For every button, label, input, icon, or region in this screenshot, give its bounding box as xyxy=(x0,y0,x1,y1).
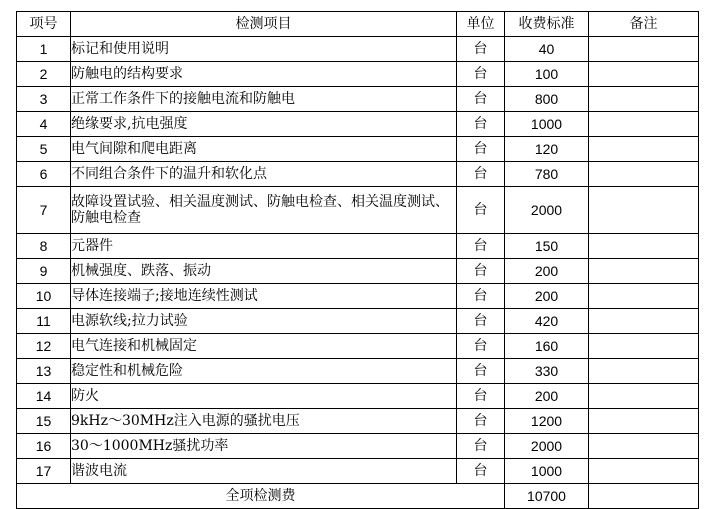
row-unit: 台 xyxy=(457,309,505,334)
row-unit: 台 xyxy=(457,434,505,459)
table-row xyxy=(17,162,699,187)
header-note: 备注 xyxy=(589,12,699,37)
row-number: 8 xyxy=(17,234,71,259)
row-item: 正常工作条件下的接触电流和防触电 xyxy=(71,87,457,112)
row-unit: 台 xyxy=(457,234,505,259)
row-note xyxy=(589,284,699,309)
row-number: 12 xyxy=(17,334,71,359)
row-note xyxy=(589,459,699,484)
row-unit: 台 xyxy=(457,112,505,137)
row-fee: 1200 xyxy=(505,409,589,434)
row-unit: 台 xyxy=(457,187,505,234)
row-unit: 台 xyxy=(457,359,505,384)
row-item: 导体连接端子;接地连续性测试 xyxy=(71,284,457,309)
table-row xyxy=(17,62,699,87)
table-row xyxy=(17,309,699,334)
table-row xyxy=(17,434,699,459)
row-unit: 台 xyxy=(457,87,505,112)
row-item: 元器件 xyxy=(71,234,457,259)
header-row xyxy=(17,12,699,37)
row-number: 9 xyxy=(17,259,71,284)
row-unit: 台 xyxy=(457,384,505,409)
row-number: 15 xyxy=(17,409,71,434)
row-fee: 800 xyxy=(505,87,589,112)
row-unit: 台 xyxy=(457,162,505,187)
row-note xyxy=(589,187,699,234)
row-unit: 台 xyxy=(457,409,505,434)
row-fee: 420 xyxy=(505,309,589,334)
row-fee: 1000 xyxy=(505,459,589,484)
total-label: 全项检测费 xyxy=(17,484,505,509)
row-number: 7 xyxy=(17,187,71,234)
table-row xyxy=(17,384,699,409)
header-unit: 单位 xyxy=(457,12,505,37)
header-item: 检测项目 xyxy=(71,12,457,37)
row-unit: 台 xyxy=(457,137,505,162)
row-fee: 1000 xyxy=(505,112,589,137)
row-item: 30～1000MHz骚扰功率 xyxy=(71,434,457,459)
row-note xyxy=(589,162,699,187)
row-unit: 台 xyxy=(457,459,505,484)
row-note xyxy=(589,87,699,112)
row-number: 4 xyxy=(17,112,71,137)
table-row xyxy=(17,87,699,112)
row-item: 故障设置试验、相关温度测试、防触电检查、相关温度测试、防触电检查 xyxy=(71,187,457,234)
row-note xyxy=(589,409,699,434)
row-number: 10 xyxy=(17,284,71,309)
row-number: 11 xyxy=(17,309,71,334)
total-fee: 10700 xyxy=(505,484,589,509)
header-no: 项号 xyxy=(17,12,71,37)
table-row xyxy=(17,409,699,434)
row-fee: 120 xyxy=(505,137,589,162)
row-note xyxy=(589,334,699,359)
row-item: 绝缘要求,抗电强度 xyxy=(71,112,457,137)
table-row xyxy=(17,37,699,62)
row-note xyxy=(589,309,699,334)
row-number: 3 xyxy=(17,87,71,112)
table-row xyxy=(17,284,699,309)
table-row xyxy=(17,112,699,137)
fee-schedule xyxy=(16,11,699,509)
row-number: 1 xyxy=(17,37,71,62)
table-row xyxy=(17,187,699,234)
fee-table xyxy=(16,11,699,509)
row-number: 6 xyxy=(17,162,71,187)
row-number: 14 xyxy=(17,384,71,409)
row-number: 16 xyxy=(17,434,71,459)
row-item: 防火 xyxy=(71,384,457,409)
row-note xyxy=(589,62,699,87)
row-number: 13 xyxy=(17,359,71,384)
table-row xyxy=(17,334,699,359)
row-fee: 200 xyxy=(505,259,589,284)
row-unit: 台 xyxy=(457,284,505,309)
total-row xyxy=(17,484,699,509)
table-row xyxy=(17,459,699,484)
row-item: 不同组合条件下的温升和软化点 xyxy=(71,162,457,187)
row-item: 标记和使用说明 xyxy=(71,37,457,62)
row-note xyxy=(589,112,699,137)
total-note xyxy=(589,484,699,509)
row-fee: 100 xyxy=(505,62,589,87)
row-item: 电源软线;拉力试验 xyxy=(71,309,457,334)
row-item: 电气间隙和爬电距离 xyxy=(71,137,457,162)
row-note xyxy=(589,434,699,459)
row-unit: 台 xyxy=(457,259,505,284)
row-number: 17 xyxy=(17,459,71,484)
row-fee: 330 xyxy=(505,359,589,384)
table-row xyxy=(17,234,699,259)
row-fee: 150 xyxy=(505,234,589,259)
row-item: 电气连接和机械固定 xyxy=(71,334,457,359)
row-item: 稳定性和机械危险 xyxy=(71,359,457,384)
row-note xyxy=(589,37,699,62)
table-row xyxy=(17,359,699,384)
header-fee: 收费标准 xyxy=(505,12,589,37)
row-number: 5 xyxy=(17,137,71,162)
row-number: 2 xyxy=(17,62,71,87)
row-fee: 160 xyxy=(505,334,589,359)
row-fee: 200 xyxy=(505,384,589,409)
row-fee: 200 xyxy=(505,284,589,309)
row-unit: 台 xyxy=(457,62,505,87)
row-item: 机械强度、跌落、振动 xyxy=(71,259,457,284)
row-fee: 2000 xyxy=(505,434,589,459)
row-item: 谐波电流 xyxy=(71,459,457,484)
row-fee: 40 xyxy=(505,37,589,62)
row-note xyxy=(589,259,699,284)
row-note xyxy=(589,359,699,384)
row-unit: 台 xyxy=(457,37,505,62)
row-note xyxy=(589,137,699,162)
row-fee: 780 xyxy=(505,162,589,187)
row-item: 9kHz～30MHz注入电源的骚扰电压 xyxy=(71,409,457,434)
row-item: 防触电的结构要求 xyxy=(71,62,457,87)
table-row xyxy=(17,137,699,162)
row-note xyxy=(589,384,699,409)
row-note xyxy=(589,234,699,259)
row-unit: 台 xyxy=(457,334,505,359)
row-fee: 2000 xyxy=(505,187,589,234)
table-row xyxy=(17,259,699,284)
